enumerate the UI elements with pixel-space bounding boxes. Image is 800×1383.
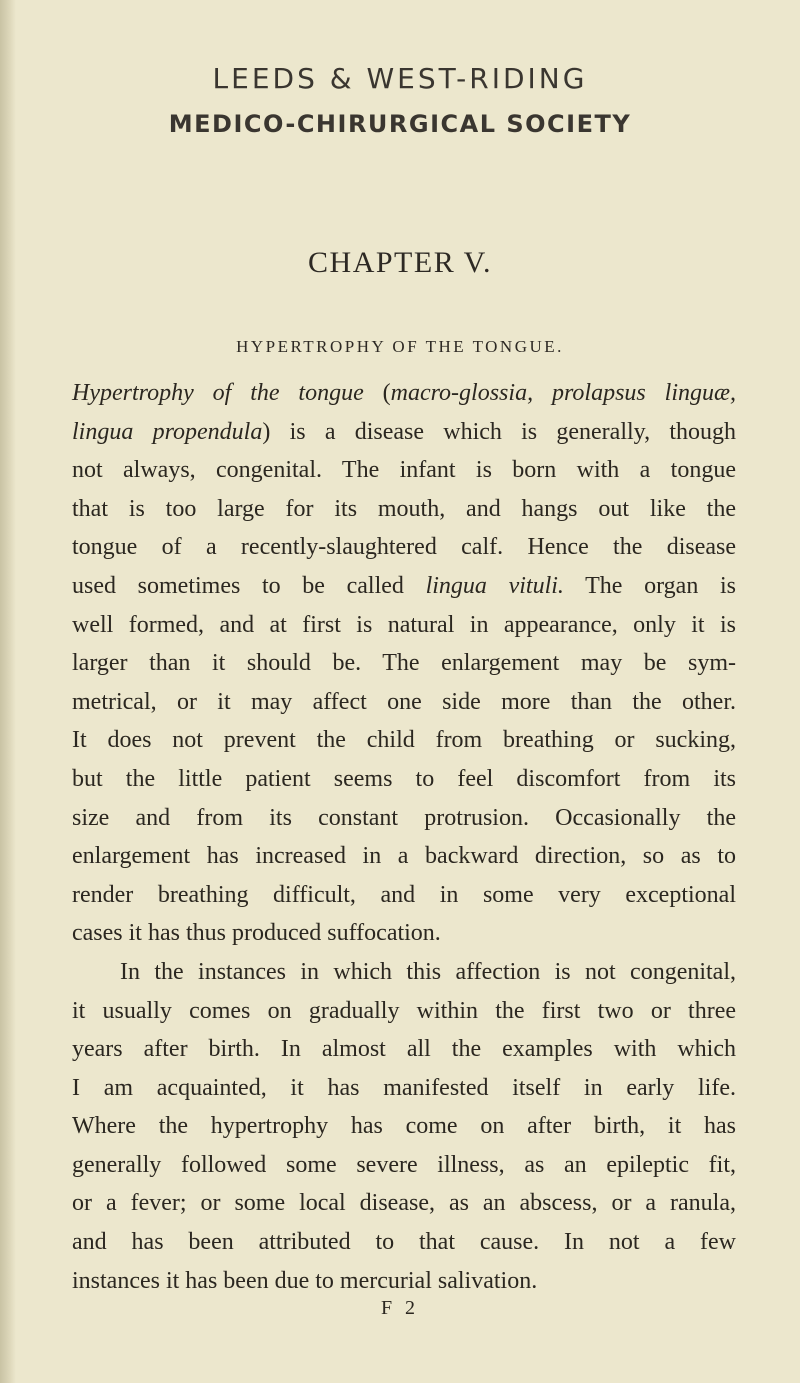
text-run: metrical, or it may affect one side more than the other. bbox=[72, 688, 736, 715]
page-binding-shadow bbox=[0, 0, 16, 1383]
text-line bbox=[72, 413, 736, 452]
text-line bbox=[72, 799, 736, 838]
text-line bbox=[72, 914, 736, 953]
section-title: HYPERTROPHY OF THE TONGUE. bbox=[236, 337, 564, 356]
text-run: generally followed some severe illness, as an epileptic fit, bbox=[72, 1151, 736, 1178]
text-line bbox=[72, 721, 736, 760]
text-line bbox=[72, 451, 736, 490]
text-line bbox=[72, 490, 736, 529]
text-run: cases it has thus produced suffocation. bbox=[72, 920, 441, 947]
text-run: that is too large for its mouth, and hangs out like the bbox=[72, 495, 736, 522]
text-run: instances it has been due to mercurial salivation. bbox=[72, 1267, 538, 1294]
text-line bbox=[72, 876, 736, 915]
text-run: ) is a disease which is generally, though bbox=[262, 418, 736, 445]
text-run: or a fever; or some local disease, as an abscess, or a ranula, bbox=[72, 1190, 736, 1217]
text-line bbox=[72, 374, 736, 413]
italic-term: macro-glossia, prolapsus linguæ, bbox=[390, 380, 736, 406]
text-run: Where the hypertrophy has come on after birth, it has bbox=[72, 1113, 736, 1140]
text-run: not always, congenital. The infant is born with a tongue bbox=[72, 457, 736, 484]
text-run: and has been attributed to that cause. In not a few bbox=[72, 1229, 736, 1256]
text-line bbox=[72, 567, 736, 606]
text-run: render breathing difficult, and in some very exceptional bbox=[72, 881, 736, 908]
text-line bbox=[72, 760, 736, 799]
text-line bbox=[72, 1069, 736, 1108]
library-stamp-line2: MEDICO-CHIRURGICAL SOCIETY bbox=[168, 110, 632, 138]
text-line bbox=[72, 837, 736, 876]
text-run: tongue of a recently-slaughtered calf. Hence the disease bbox=[72, 534, 736, 561]
text-line bbox=[72, 1107, 736, 1146]
text-run: larger than it should be. The enlargement may be sym- bbox=[72, 650, 736, 677]
text-run: but the little patient seems to feel discomfort from its bbox=[72, 765, 736, 792]
text-run: well formed, and at first is natural in appearance, only it is bbox=[72, 611, 736, 638]
text-run: ( bbox=[363, 380, 391, 406]
text-run: size and from its constant protrusion. Occasionally the bbox=[72, 804, 736, 831]
text-line bbox=[72, 1146, 736, 1185]
printer-signature-mark: F 2 bbox=[380, 1297, 420, 1319]
text-line bbox=[72, 953, 736, 992]
text-run: It does not prevent the child from breathing or sucking, bbox=[72, 727, 736, 754]
text-line bbox=[72, 1030, 736, 1069]
body-text bbox=[72, 374, 736, 1300]
chapter-title: CHAPTER V. bbox=[308, 246, 492, 279]
text-line bbox=[72, 1223, 736, 1262]
text-line bbox=[72, 644, 736, 683]
text-run: it usually comes on gradually within the first two or three bbox=[72, 997, 736, 1024]
text-run: enlargement has increased in a backward direction, so as to bbox=[72, 843, 736, 870]
text-run: used sometimes to be called bbox=[72, 572, 426, 599]
text-line bbox=[72, 992, 736, 1031]
text-line bbox=[72, 1184, 736, 1223]
text-run: The organ is bbox=[563, 572, 736, 599]
text-line bbox=[72, 606, 736, 645]
italic-term: lingua vituli. bbox=[425, 572, 564, 599]
text-run: In the instances in which this affection is not congenital, bbox=[120, 958, 736, 985]
text-line bbox=[72, 528, 736, 567]
italic-term: lingua propendula bbox=[72, 418, 263, 445]
text-run: years after birth. In almost all the examples with which bbox=[72, 1036, 736, 1063]
italic-term: Hypertrophy of the tongue bbox=[72, 380, 364, 406]
library-stamp-line1: LEEDS & WEST-RIDING bbox=[212, 62, 588, 95]
text-line bbox=[72, 1262, 736, 1301]
text-line bbox=[72, 683, 736, 722]
text-run: I am acquainted, it has manifested itself in early life. bbox=[72, 1074, 736, 1101]
